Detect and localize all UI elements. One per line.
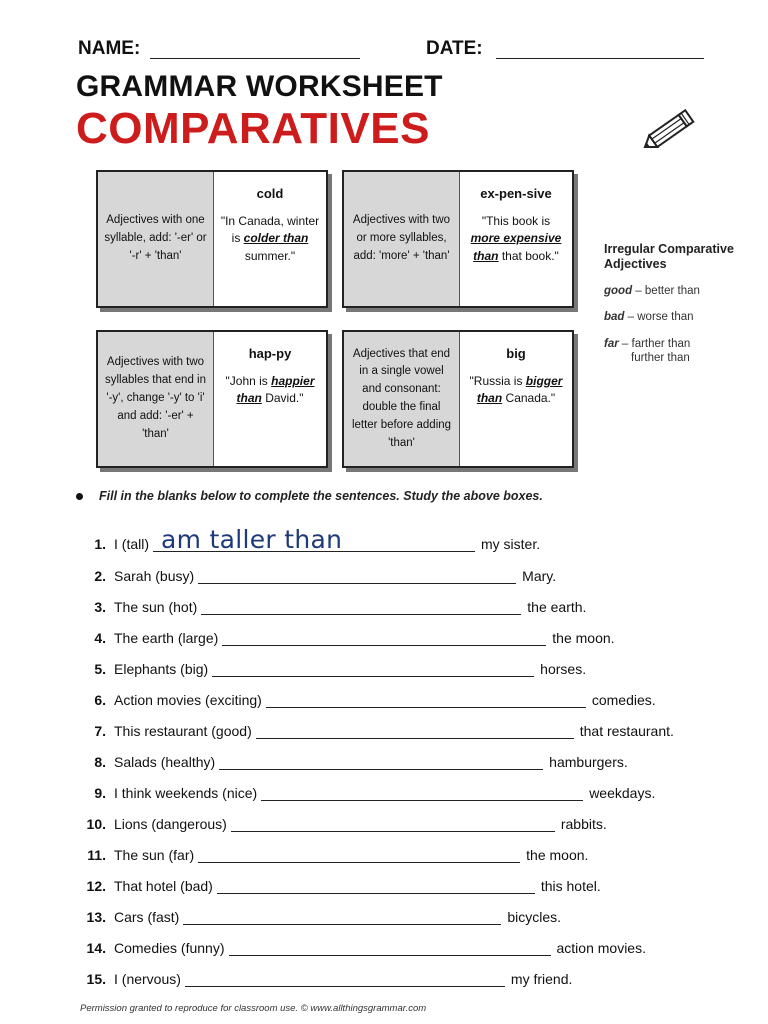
irregular-forms: – farther than <box>621 337 691 350</box>
example-text: "In Canada, winter is <box>220 214 320 246</box>
question-row <box>76 525 541 554</box>
question-row <box>76 686 656 708</box>
question-ending: the earth. <box>527 599 587 615</box>
name-label: NAME: <box>78 38 141 59</box>
question-number: 5. <box>94 661 106 677</box>
question-prompt: The sun (hot) <box>114 599 198 615</box>
answer-blank[interactable] <box>256 720 574 739</box>
answer-blank[interactable] <box>222 627 546 646</box>
question-row <box>76 717 674 739</box>
irregular-adjectives-panel <box>604 242 744 378</box>
question-row <box>76 872 601 894</box>
question-prompt: Comedies (funny) <box>114 940 225 956</box>
question-prompt: I (nervous) <box>114 971 181 987</box>
question-prompt: Sarah (busy) <box>114 568 195 584</box>
handwritten-answer: am taller than <box>161 525 343 554</box>
question-number: 3. <box>94 599 106 615</box>
question-ending: the moon. <box>552 630 615 646</box>
example-text: David." <box>261 391 304 406</box>
bullet-icon <box>76 493 83 500</box>
question-number: 14. <box>86 940 106 956</box>
example-word: hap-py <box>248 346 292 361</box>
example-word: ex-pen-sive <box>480 186 552 201</box>
irregular-item <box>604 337 744 366</box>
rule-box-double-consonant <box>342 330 574 468</box>
question-ending: comedies. <box>591 692 656 708</box>
example-sentence <box>220 373 320 408</box>
question-ending: rabbits. <box>560 816 607 832</box>
example-text: "Russia is <box>469 374 526 388</box>
name-field[interactable] <box>150 58 360 59</box>
question-number: 4. <box>94 630 106 646</box>
instructions <box>76 489 543 503</box>
answer-blank[interactable] <box>266 689 586 708</box>
answer-blank[interactable] <box>198 565 516 584</box>
example-comparative: bigger than <box>476 374 563 406</box>
question-row <box>76 562 556 584</box>
answer-blank[interactable] <box>198 844 520 863</box>
example-sentence <box>466 373 566 408</box>
example-word: big <box>506 346 526 361</box>
question-number: 6. <box>94 692 106 708</box>
page-title: GRAMMAR WORKSHEET <box>76 70 443 103</box>
example-comparative: colder than <box>243 231 309 246</box>
example-text: "This book is <box>481 214 551 228</box>
irregular-title: Irregular Comparative Adjectives <box>604 242 734 271</box>
question-ending: my sister. <box>481 536 541 552</box>
answer-blank[interactable] <box>217 875 535 894</box>
rule-text: Adjectives with two syllables that end in '-y', change '-y' to 'i' and add: '-er' + 'than' <box>98 332 214 466</box>
question-row <box>76 841 588 863</box>
question-number: 1. <box>94 536 106 552</box>
question-prompt: The earth (large) <box>114 630 219 646</box>
answer-blank[interactable] <box>261 782 583 801</box>
question-ending: weekdays. <box>589 785 656 801</box>
question-row <box>76 965 572 987</box>
question-row <box>76 903 561 925</box>
question-row <box>76 593 586 615</box>
question-row <box>76 655 586 677</box>
question-ending: action movies. <box>556 940 646 956</box>
question-ending: my friend. <box>510 971 573 987</box>
irregular-word: far <box>604 337 619 350</box>
question-ending: hamburgers. <box>549 754 628 770</box>
answer-blank[interactable] <box>153 525 475 554</box>
rule-box-y-ending <box>96 330 328 468</box>
answer-blank[interactable] <box>219 751 543 770</box>
question-row <box>76 810 607 832</box>
question-number: 9. <box>94 785 106 801</box>
irregular-word: bad <box>604 311 625 324</box>
question-number: 11. <box>87 847 106 863</box>
question-number: 2. <box>94 568 106 584</box>
example-comparative: more expensive than <box>470 231 562 263</box>
question-number: 8. <box>94 754 106 770</box>
answer-blank[interactable] <box>212 658 534 677</box>
question-number: 15. <box>86 971 106 987</box>
question-prompt: Salads (healthy) <box>114 754 216 770</box>
date-label: DATE: <box>426 38 483 59</box>
question-ending: this hotel. <box>540 878 601 894</box>
example-comparative: happier than <box>236 374 315 406</box>
example-word: cold <box>256 186 284 201</box>
question-number: 13. <box>86 909 106 925</box>
question-ending: that restaurant. <box>579 723 674 739</box>
answer-blank[interactable] <box>201 596 521 615</box>
date-field[interactable] <box>496 58 704 59</box>
irregular-forms: – worse than <box>627 311 694 324</box>
answer-blank[interactable] <box>231 813 555 832</box>
answer-blank[interactable] <box>185 968 505 987</box>
example-sentence <box>220 213 320 265</box>
question-ending: Mary. <box>522 568 557 584</box>
question-row <box>76 779 655 801</box>
question-prompt: Elephants (big) <box>114 661 209 677</box>
irregular-forms: – better than <box>635 285 700 297</box>
example-text: that book." <box>498 248 559 263</box>
example-sentence <box>466 213 566 265</box>
instruction-text: Fill in the blanks below to complete the sentences. Study the above boxes. <box>99 489 543 503</box>
question-number: 7. <box>94 723 106 739</box>
question-ending: bicycles. <box>507 909 562 925</box>
rule-text: Adjectives with one syllable, add: '-er' or '-r' + 'than' <box>98 172 214 306</box>
question-prompt: Lions (dangerous) <box>114 816 227 832</box>
footer-copyright: Permission granted to reproduce for classroom use. © www.allthingsgrammar.com <box>80 1003 427 1014</box>
question-prompt: I think weekends (nice) <box>114 785 258 801</box>
question-row <box>76 624 615 646</box>
question-prompt: The sun (far) <box>114 847 195 863</box>
question-prompt: I (tall) <box>114 536 149 552</box>
rule-text: Adjectives that end in a single vowel and consonant: double the final letter before adding 'than' <box>344 332 460 466</box>
rule-example <box>214 332 326 466</box>
question-row <box>76 748 628 770</box>
irregular-word: good <box>604 285 633 297</box>
question-row <box>76 934 646 956</box>
rule-text: Adjectives with two or more syllables, add: 'more' + 'than' <box>344 172 460 306</box>
pencil-icon <box>640 104 702 156</box>
question-ending: the moon. <box>526 847 589 863</box>
question-number: 10. <box>86 816 106 832</box>
question-prompt: This restaurant (good) <box>114 723 252 739</box>
header-row <box>78 38 708 66</box>
question-ending: horses. <box>540 661 587 677</box>
question-number: 12. <box>86 878 106 894</box>
irregular-item <box>604 284 744 298</box>
rule-example <box>460 332 572 466</box>
rule-example <box>214 172 326 306</box>
question-prompt: Action movies (exciting) <box>114 692 262 708</box>
rule-box-one-syllable <box>96 170 328 308</box>
irregular-forms: further than <box>631 352 690 365</box>
answer-blank[interactable] <box>229 937 551 956</box>
example-text: "John is <box>225 374 272 388</box>
question-prompt: Cars (fast) <box>114 909 180 925</box>
question-prompt: That hotel (bad) <box>114 878 213 894</box>
page-subtitle: COMPARATIVES <box>76 104 430 153</box>
example-text: Canada." <box>502 391 556 406</box>
rule-example <box>460 172 572 306</box>
example-text: summer." <box>244 248 296 263</box>
irregular-item <box>604 310 744 324</box>
answer-blank[interactable] <box>183 906 501 925</box>
rule-box-multi-syllable <box>342 170 574 308</box>
